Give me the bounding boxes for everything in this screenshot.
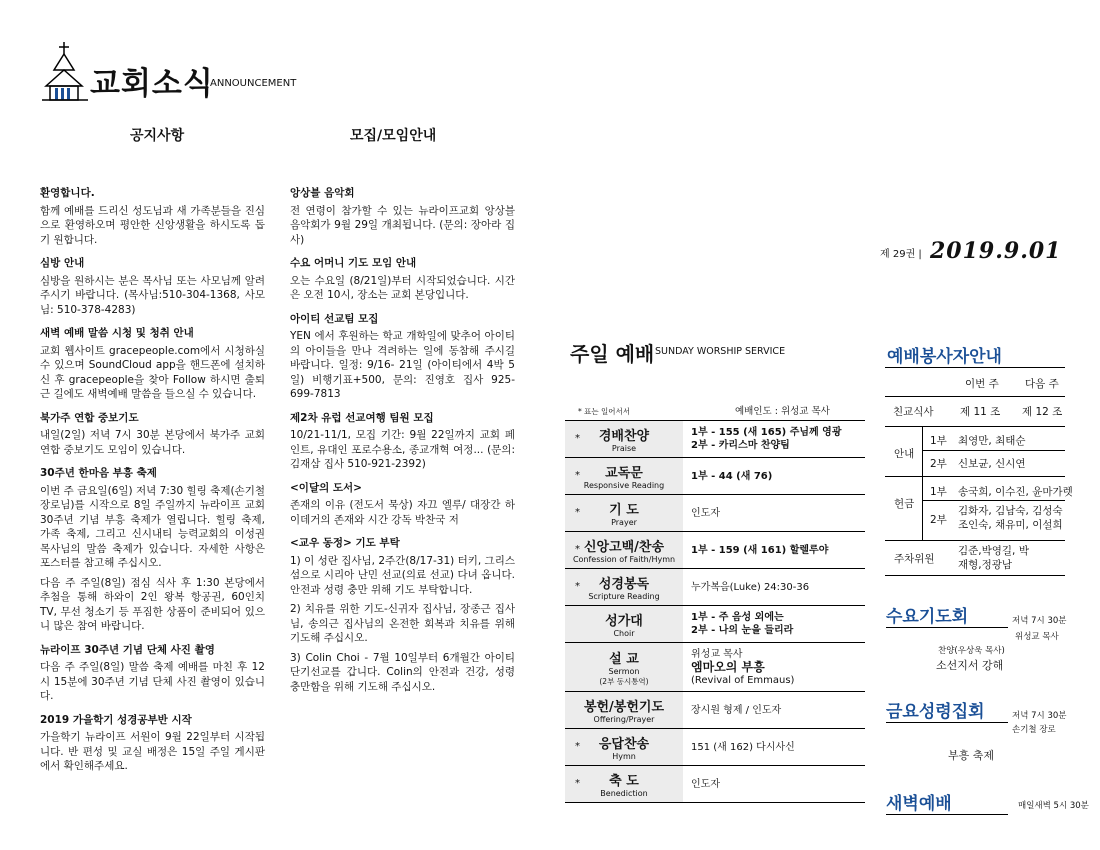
order-detail: 1부 - 155 (새 165) 주님께 영광 <box>691 427 842 438</box>
order-row <box>565 691 865 728</box>
wednesday-choir: 찬양(우상욱 목사) <box>938 646 1005 656</box>
recruit-body: YEN 에서 후원하는 학교 개학일에 맞추어 아이티의 아이들을 만나 격려하는 일에 동참해 주시길 바랍니다. 일정: 9/16- 21일 (아이티에서 4박 5일) 비행기표+500, 문의: 진영호 집사 925-699-7813 <box>290 330 515 400</box>
recruit-column <box>290 186 515 699</box>
page-title: 교회소식 <box>90 66 214 102</box>
order-detail: 1부 - 44 (새 76) <box>691 470 773 482</box>
servant-names: 송국희, 이수진, 윤마가렛 <box>958 486 1073 498</box>
notices-heading: 공지사항 <box>130 128 185 144</box>
notice-body: 함께 예배를 드리신 성도님과 새 가족분들을 진심으로 환영하오며 평안한 신앙생활을 하시도록 돕기 원합니다. <box>40 204 265 246</box>
recruit-title: 수요 어머니 기도 모임 안내 <box>290 257 417 269</box>
servant-part: 1부 <box>930 486 947 498</box>
order-detail: 2부 - 나의 눈을 들리라 <box>691 625 794 636</box>
wednesday-title: 수요기도회 <box>886 602 1008 628</box>
order-detail: 151 (새 162) 다시사신 <box>691 741 795 753</box>
recruit-item <box>290 481 515 528</box>
notice-body: 가을학기 뉴라이프 서원이 9월 22일부터 시작됩니다. 반 편성 및 교실 배정은 15일 주일 게시판에서 확인해주세요. <box>40 731 265 772</box>
notice-title: 새벽 예배 말씀 시청 및 청취 안내 <box>40 327 194 339</box>
notice-body: 다음 주 주일(8일) 말씀 축제 예배를 마친 후 12시 15분에 30주년 기념 단체 사진 촬영이 있습니다. <box>40 661 265 702</box>
notice-body: 교회 웹사이트 gracepeople.com에서 시청하실 수 있으며 SoundCloud app을 핸드폰에 설치하신 후 gracepeople을 찾아 Follow 하시면 출퇴근 길에도 새벽예배 말씀을 들으실 수 있습니다. <box>40 344 265 400</box>
recruit-item <box>290 536 515 694</box>
divider <box>885 540 1065 541</box>
order-title-en: Choir <box>613 629 635 638</box>
recruit-item <box>290 256 515 303</box>
recruit-item <box>290 312 515 402</box>
order-title: 설 교 <box>609 651 639 667</box>
order-detail: 2부 - 카리스마 찬양팀 <box>691 440 790 451</box>
recruit-body: 전 연령이 참가할 수 있는 뉴라이프교회 앙상블 음악회가 9월 29일 개최됩니다. (문의: 장아라 집사) <box>290 204 515 246</box>
servant-names: 김준,박영길, 박재형,정광남 <box>958 545 1029 571</box>
notice-item <box>40 466 265 634</box>
order-detail: 인도자 <box>691 507 720 519</box>
notice-body: 이번 주 금요일(6일) 저녁 7:30 힐링 축제(손기철 장로님)를 시작으로 8일 주일까지 뉴라이프 교회 30주년 기념 부흥 축제가 열립니다. 힐링 축제, 가족 축제, 그리고 신시내티 능력교회의 이성권 목사님의 말씀 축제가 있습니다. 자세한 사항은 포스터를 참고해 주십시오. <box>40 484 265 569</box>
order-title-en: Scripture Reading <box>588 592 660 601</box>
order-title-en: Offering/Prayer <box>593 715 655 724</box>
notice-title: 심방 안내 <box>40 257 85 269</box>
stand-marker: * <box>575 778 580 789</box>
order-title-en: Hymn <box>612 752 636 761</box>
servant-part: 2부 <box>930 458 947 470</box>
wednesday-leader: 위성교 목사 <box>1015 632 1059 642</box>
order-row <box>565 494 865 531</box>
notice-item <box>40 713 265 774</box>
notice-title: 북가주 연합 중보기도 <box>40 411 139 424</box>
stand-marker: * <box>575 741 580 752</box>
friday-title: 금요성령집회 <box>886 697 1008 723</box>
notice-body: 다음 주 주일(8일) 점심 식사 후 1:30 본당에서 추첨을 통해 하와이 2인 왕복 항공권, 60인치 TV, 무선 청소기 등 푸짐한 상품이 준비되어 있으니 많은 참여 바랍니다. <box>40 576 265 632</box>
order-detail: 1부 - 주 음성 외에는 <box>691 612 784 623</box>
order-title: 성경봉독 <box>598 577 650 592</box>
recruit-item <box>290 411 515 472</box>
order-title-en: Confession of Faith/Hymn <box>572 555 676 564</box>
order-title: 기 도 <box>609 503 639 518</box>
col-next-week: 다음 주 <box>1025 378 1059 390</box>
friday-event: 부흥 축제 <box>948 749 995 762</box>
stand-marker: * <box>575 470 580 481</box>
order-title: 성가대 <box>605 614 643 629</box>
recruit-item <box>290 186 515 247</box>
order-title: 축 도 <box>609 774 639 789</box>
servant-label: 헌금 <box>894 498 915 510</box>
order-detail: 장시원 형제 / 인도자 <box>691 704 782 716</box>
stand-marker: * <box>575 544 580 555</box>
order-title: 봉헌/봉헌기도 <box>583 700 665 715</box>
col-this-week: 이번 주 <box>965 378 999 390</box>
stand-marker: * <box>575 581 580 592</box>
order-title-en: Benediction <box>600 789 648 798</box>
notice-body: 내일(2일) 저녁 7시 30분 본당에서 북가주 교회 연합 중보기도 모임이 있습니다. <box>40 429 265 456</box>
servant-label: 안내 <box>894 448 915 460</box>
recruit-body: 존재의 이유 (전도서 묵상) 자끄 엘루/ 대장간 하이데거의 존재와 시간 강독 박찬국 저 <box>290 499 515 526</box>
order-detail: 1부 - 159 (새 161) 할렐루야 <box>691 544 829 556</box>
notice-item <box>40 411 265 458</box>
notice-item <box>40 326 265 402</box>
notice-title: 환영합니다. <box>40 187 95 199</box>
order-title-en: Praise <box>611 444 637 453</box>
order-detail: (Revival of Emmaus) <box>691 674 795 686</box>
servants-title: 예배봉사자안내 <box>887 347 1002 367</box>
worship-subtitle: SUNDAY WORSHIP SERVICE <box>655 346 786 357</box>
friday-leader: 손기철 장로 <box>1012 725 1056 735</box>
order-note: (2부 동시통역) <box>599 676 649 686</box>
order-title: 응답찬송 <box>598 737 650 752</box>
divider <box>885 575 1065 576</box>
worship-title: 주일 예배 <box>570 342 655 366</box>
order-title: 신앙고백/찬송 <box>583 540 665 555</box>
church-icon <box>42 42 90 102</box>
order-detail: 인도자 <box>691 778 720 790</box>
issue-label: 제 29권 | <box>880 249 922 260</box>
servant-names: 최영만, 최태순 <box>958 435 1026 447</box>
servant-names: 신보균, 신시연 <box>958 458 1026 470</box>
notice-title: 뉴라이프 30주년 기념 단체 사진 촬영 <box>40 643 215 656</box>
divider <box>885 396 1065 397</box>
divider <box>922 426 923 476</box>
recruit-body: 10/21-11/1, 모집 기간: 9월 22일까지 교회 페인트, 유대인 포로수용소, 종교개혁 여정... (문의: 김재삼 집사 510-921-2392) <box>290 429 515 470</box>
notice-item <box>40 256 265 317</box>
order-row <box>565 457 865 494</box>
servants-rule <box>885 367 1065 368</box>
order-title-en: Sermon <box>608 666 640 676</box>
order-title-en: Responsive Reading <box>583 481 665 490</box>
order-row <box>565 765 865 803</box>
order-title-en: Prayer <box>611 518 637 527</box>
sermon-title: 엠마오의 부흥 <box>691 659 765 674</box>
notice-item <box>40 643 265 704</box>
wednesday-sermon: 소선지서 강해 <box>936 659 1004 672</box>
servant-label: 친교식사 <box>893 406 934 418</box>
friday-time: 저녁 7시 30분 <box>1012 711 1067 721</box>
order-row <box>565 642 865 691</box>
order-row <box>565 605 865 642</box>
notices-column <box>40 186 265 779</box>
dawn-time: 매일새벽 5시 30분 <box>1018 801 1089 811</box>
order-row <box>565 728 865 765</box>
worship-leader: 예배인도 : 위성교 목사 <box>735 406 830 417</box>
recruit-title: 앙상블 음악회 <box>290 187 355 199</box>
stand-marker: * <box>575 507 580 518</box>
wednesday-time: 저녁 7시 30분 <box>1012 616 1067 626</box>
divider <box>922 476 923 540</box>
notice-item <box>40 186 265 247</box>
divider <box>922 500 1065 501</box>
recruit-title: <이달의 도서> <box>290 481 362 494</box>
divider <box>885 426 1065 427</box>
servant-names: 김화자, 김남숙, 김성숙 조인숙, 채유미, 이설희 <box>958 505 1063 531</box>
servant-part: 1부 <box>930 435 947 447</box>
divider <box>922 450 1065 451</box>
order-title: 경배찬양 <box>598 429 650 444</box>
servant-label: 주차위원 <box>894 553 935 565</box>
stand-note: * 표는 일어서서 <box>578 407 630 416</box>
servant-part: 2부 <box>930 514 947 526</box>
order-row <box>565 568 865 605</box>
servant-this: 제 11 조 <box>960 406 1001 418</box>
recruit-heading: 모집/모임안내 <box>350 128 437 144</box>
divider <box>885 476 1065 477</box>
order-row <box>565 531 865 568</box>
servant-next: 제 12 조 <box>1022 406 1063 418</box>
recruit-body: 오는 수요일 (8/21일)부터 시작되었습니다. 시간은 오전 10시, 장소는 교회 본당입니다. <box>290 274 515 301</box>
notice-title: 2019 가을학기 성경공부반 시작 <box>40 713 192 726</box>
recruit-title: <교우 동정> 기도 부탁 <box>290 537 400 549</box>
notice-title: 30주년 한마음 부흥 축제 <box>40 467 157 479</box>
notice-body: 심방을 원하시는 분은 목사님 또는 사모님께 알려 주시기 바랍니다. (목사님:510-304-1368, 사모님: 510-378-4283) <box>40 274 265 316</box>
worship-order <box>565 420 865 803</box>
recruit-body: 3) Colin Choi - 7월 10일부터 6개월간 아이티 단기선교를 갑니다. Colin의 안전과 건강, 성령 충만함을 위해 기도해 주십시오. <box>290 651 515 693</box>
recruit-title: 제2차 유럽 선교여행 팀원 모집 <box>290 411 434 424</box>
page-subtitle: ANNOUNCEMENT <box>210 78 297 89</box>
recruit-body: 2) 치유를 위한 기도-신귀자 집사님, 장종근 집사님, 송의근 집사님의 온전한 회복과 치유를 위해 기도해 주십시오. <box>290 603 515 644</box>
recruit-body: 1) 이 성란 집사님, 2주간(8/17-31) 터키, 그리스 섬으로 시리아 난민 선교(의료 선교) 다녀 옵니다. 안전과 성령 충만 위해 기도 부탁합니다. <box>290 554 515 596</box>
stand-marker: * <box>575 433 580 444</box>
order-row <box>565 420 865 457</box>
issue-date: 2019.9.01 <box>930 238 1062 264</box>
recruit-title: 아이티 선교팀 모집 <box>290 312 379 325</box>
order-detail: 누가복음(Luke) 24:30-36 <box>691 581 810 593</box>
order-title: 교독문 <box>605 466 643 481</box>
order-detail: 위성교 목사 <box>691 648 743 660</box>
dawn-title: 새벽예배 <box>886 789 1008 815</box>
